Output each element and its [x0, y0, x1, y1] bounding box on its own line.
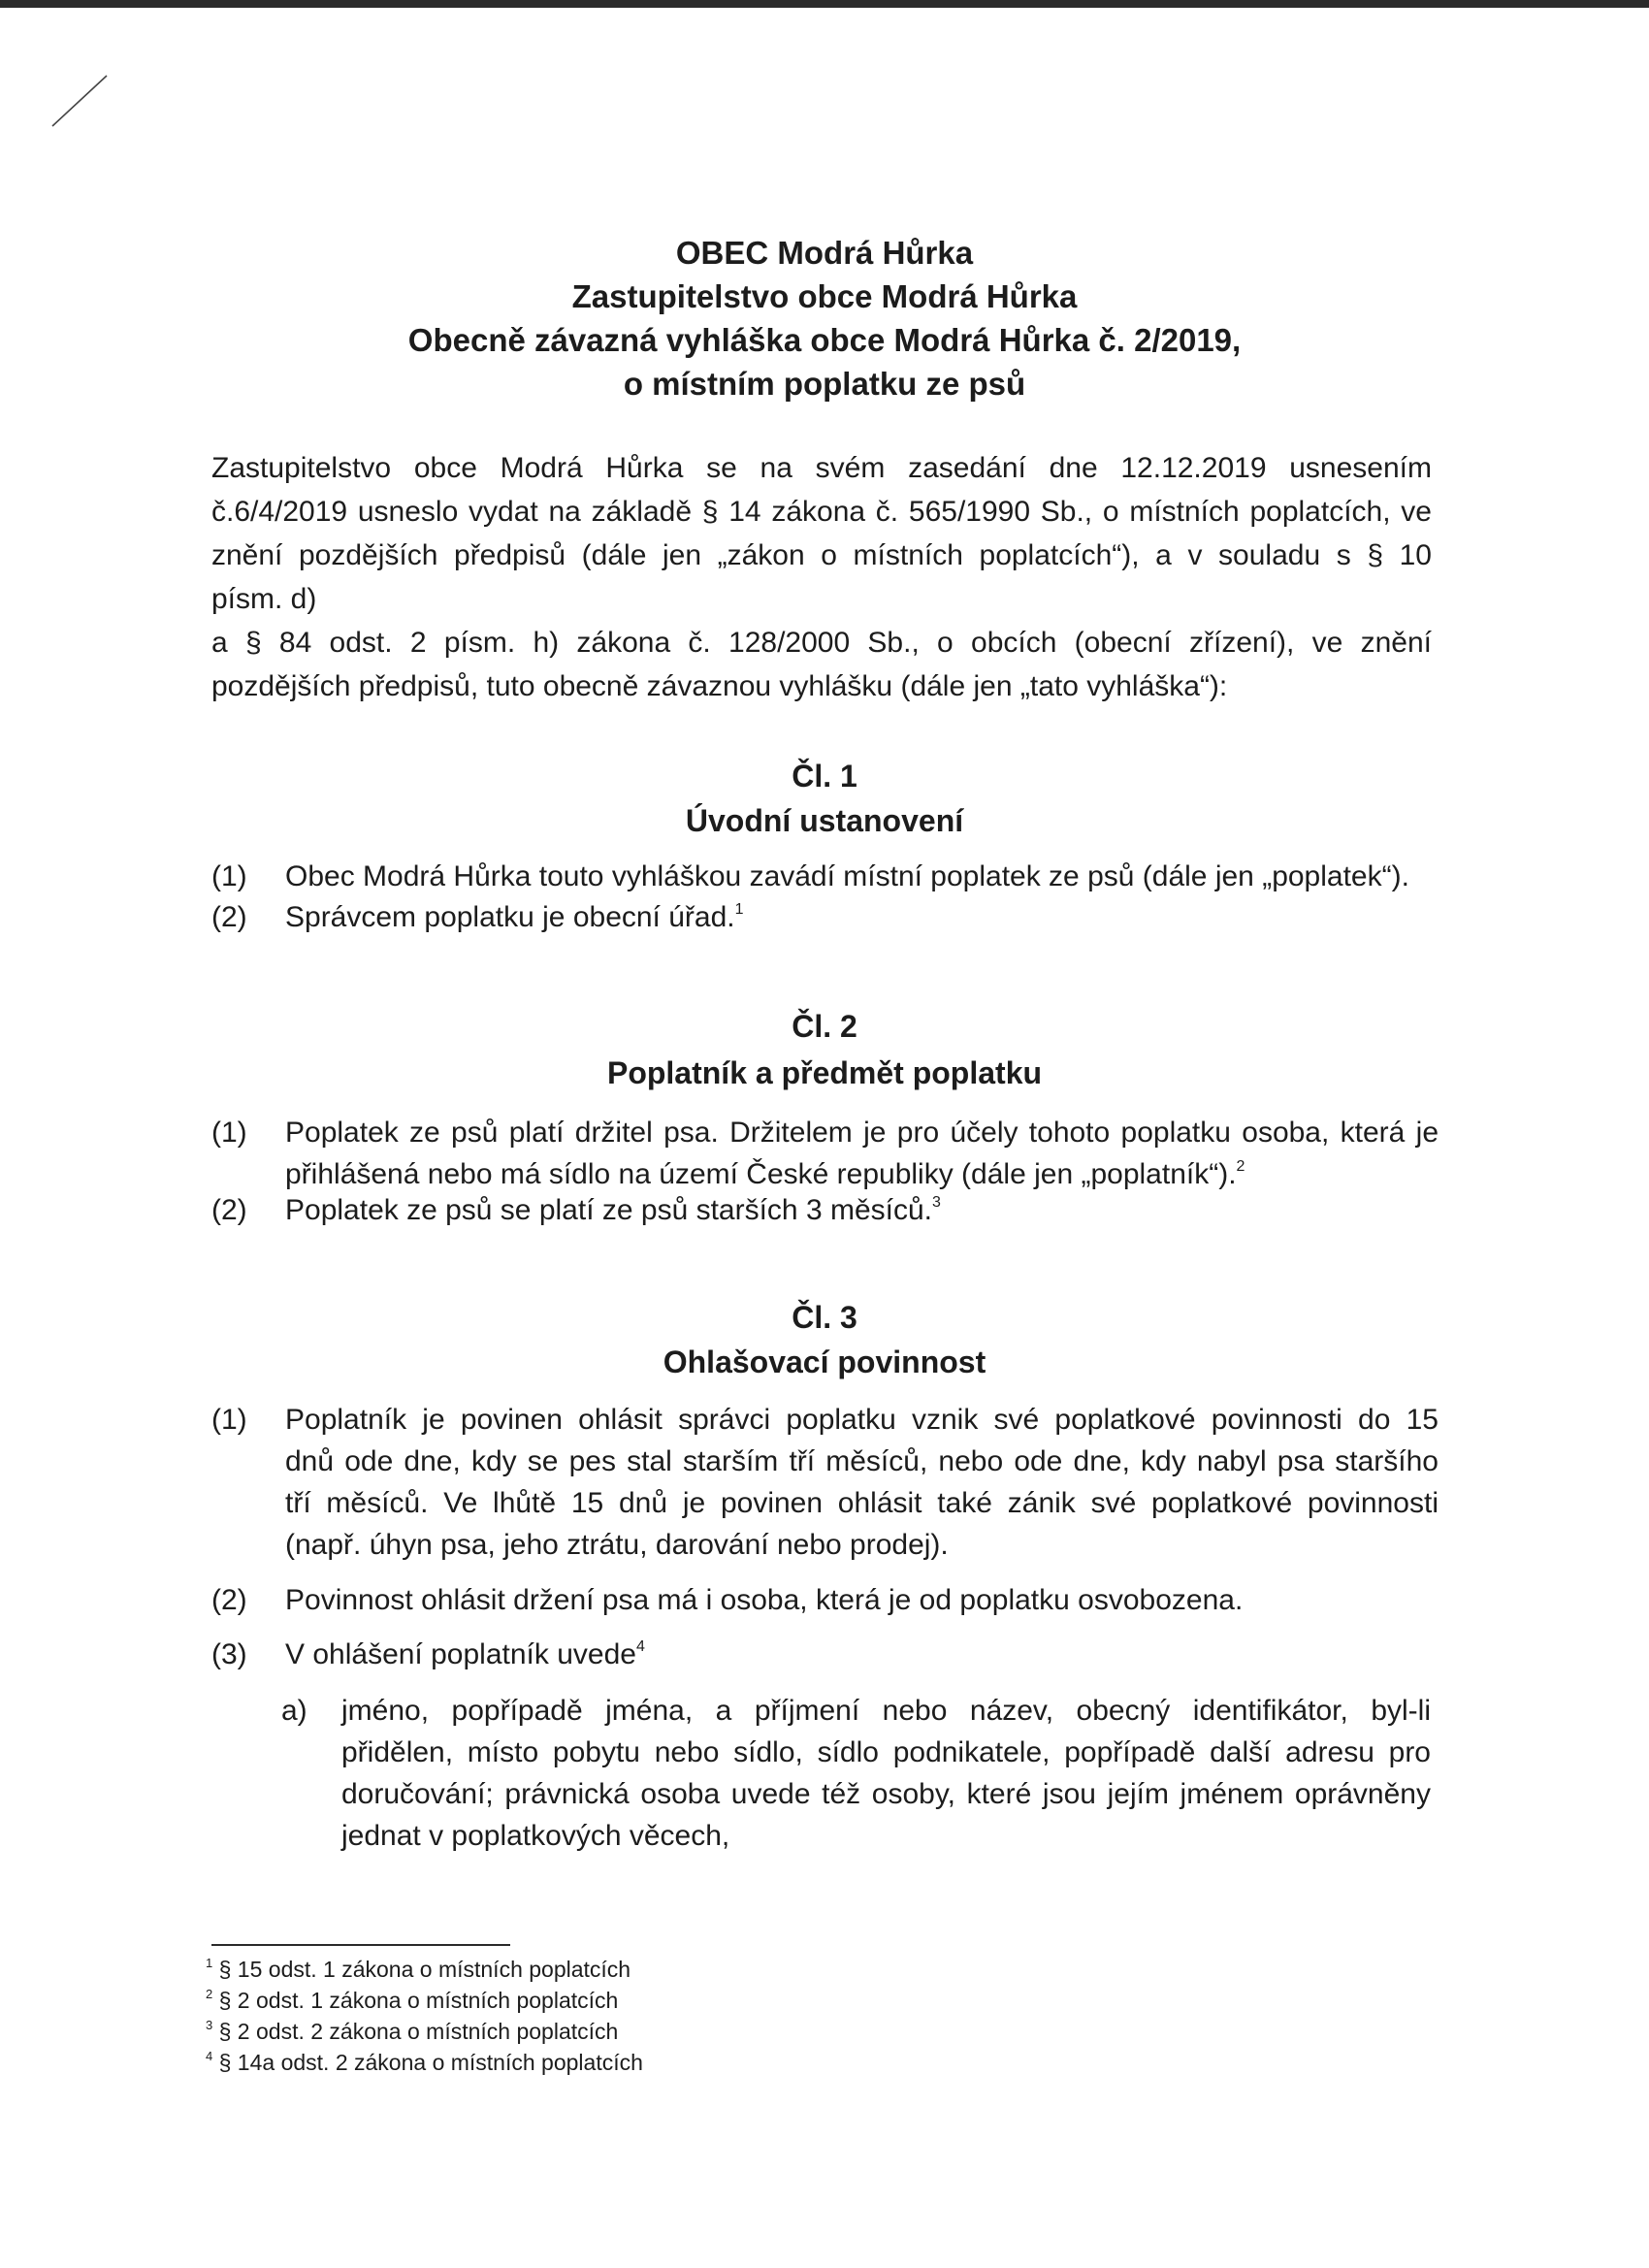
preamble-line: znění pozdějších předpisů (dále jen „zákon o místních poplatcích“), a v souladu s § 10	[211, 539, 1432, 571]
pen-mark-icon	[47, 68, 114, 136]
decree-title: Obecně závazná vyhláška obce Modrá Hůrka č. 2/2019,	[407, 322, 1242, 358]
scan-top-edge	[0, 0, 1649, 8]
footnote-3	[206, 2016, 1079, 2047]
article-3-number: Čl. 3	[792, 1300, 857, 1335]
footnote-ref: 2	[1236, 1158, 1245, 1175]
paragraph-text: V ohlášení poplatník uvede	[285, 1638, 636, 1670]
paragraph-number: (2)	[211, 901, 247, 933]
subitem-line: jednat v poplatkových věcech,	[341, 1820, 730, 1852]
subitem-letter: a)	[281, 1695, 307, 1727]
subitem-line: doručování; právnická osoba uvede též osoby, které jsou jejím jménem oprávněny	[341, 1778, 1431, 1810]
paragraph-number: (1)	[211, 860, 247, 892]
paragraph-text: Obec Modrá Hůrka touto vyhláškou zavádí místní poplatek ze psů (dále jen „poplatek“).	[285, 860, 1409, 892]
footnote-4	[206, 2047, 1079, 2078]
footnote-mark: 2	[206, 1987, 213, 2001]
paragraph-content	[285, 1189, 1439, 1231]
preamble-line: pozdějších předpisů, tuto obecně závaznou vyhlášku (dále jen „tato vyhláška“):	[211, 670, 1228, 702]
subitem-content	[341, 1690, 1431, 1857]
council-name: Zastupitelstvo obce Modrá Hůrka	[571, 278, 1078, 314]
article-2-title: Poplatník a předmět poplatku	[606, 1055, 1043, 1090]
paragraph-number: (2)	[211, 1584, 247, 1616]
footnote-text: § 2 odst. 1 zákona o místních poplatcích	[218, 1988, 619, 2013]
decree-subject: o místním poplatku ze psů	[623, 366, 1026, 402]
paragraph-number: (1)	[211, 1117, 247, 1149]
paragraph-content	[285, 896, 1439, 938]
footnote-1	[206, 1954, 1079, 1985]
preamble	[211, 446, 1432, 708]
paragraph-number: (3)	[211, 1638, 247, 1670]
footnote-text: § 15 odst. 1 zákona o místních poplatcích	[218, 1957, 631, 1982]
footnote-text: § 2 odst. 2 zákona o místních poplatcích	[218, 2019, 619, 2044]
paragraph-line: tří měsíců. Ve lhůtě 15 dnů je povinen ohlásit také zánik své poplatkové povinnosti	[285, 1487, 1439, 1519]
paragraph-number: (2)	[211, 1194, 247, 1226]
article-1-number: Čl. 1	[792, 759, 857, 794]
paragraph-number: (1)	[211, 1404, 247, 1436]
paragraph-line: Poplatník je povinen ohlásit správci poplatku vznik své poplatkové povinnosti do 15	[285, 1404, 1439, 1436]
footnote-text: § 14a odst. 2 zákona o místních poplatcích	[218, 2050, 643, 2075]
subitem-line: přidělen, místo pobytu nebo sídlo, sídlo podnikatele, popřípadě další adresu pro	[341, 1736, 1431, 1768]
footnote-mark: 4	[206, 2049, 213, 2063]
paragraph-content	[285, 1399, 1439, 1566]
footnote-mark: 1	[206, 1956, 213, 1970]
preamble-line: Zastupitelstvo obce Modrá Hůrka se na svém zasedání dne 12.12.2019 usnesením	[211, 452, 1432, 484]
preamble-line: č.6/4/2019 usneslo vydat na základě § 14 zákona č. 565/1990 Sb., o místních poplatcích, ve	[211, 496, 1432, 528]
subitem-line: jméno, popřípadě jména, a příjmení nebo název, obecný identifikátor, byl-li	[341, 1695, 1431, 1727]
footnote-2	[206, 1985, 1079, 2016]
paragraph-content	[285, 1112, 1439, 1195]
paragraph-text: přihlášená nebo má sídlo na území České republiky (dále jen „poplatník“).	[285, 1158, 1237, 1190]
paragraph-text: Poplatek ze psů se platí ze psů starších 3 měsíců.	[285, 1194, 933, 1226]
paragraph-text: Správcem poplatku je obecní úřad.	[285, 901, 735, 933]
paragraph-line: dnů ode dne, kdy se pes stal starším tří měsíců, nebo ode dne, kdy nabyl psa staršího	[285, 1445, 1439, 1477]
article-3-title: Ohlašovací povinnost	[663, 1345, 986, 1379]
paragraph-line: Poplatek ze psů platí držitel psa. Držitelem je pro účely tohoto poplatku osoba, která je	[285, 1117, 1439, 1149]
article-2-number: Čl. 2	[792, 1009, 857, 1044]
footnote-separator	[211, 1944, 510, 1946]
paragraph-text: Povinnost ohlásit držení psa má i osoba, která je od poplatku osvobozena.	[285, 1584, 1244, 1616]
paragraph-line: (např. úhyn psa, jeho ztrátu, darování nebo prodej).	[285, 1529, 949, 1561]
footnote-ref: 3	[932, 1194, 941, 1211]
document-header	[0, 231, 1649, 405]
municipality-name: OBEC Modrá Hůrka	[675, 235, 974, 271]
article-1-title: Úvodní ustanovení	[685, 803, 964, 838]
paragraph-content	[285, 1634, 1439, 1675]
footnote-ref: 1	[734, 901, 744, 918]
footnote-mark: 3	[206, 2018, 213, 2032]
preamble-line: písm. d)	[211, 583, 317, 615]
preamble-line: a § 84 odst. 2 písm. h) zákona č. 128/2000 Sb., o obcích (obecní zřízení), ve znění	[211, 627, 1432, 659]
footnotes	[206, 1954, 1079, 2078]
footnote-ref: 4	[635, 1638, 645, 1655]
